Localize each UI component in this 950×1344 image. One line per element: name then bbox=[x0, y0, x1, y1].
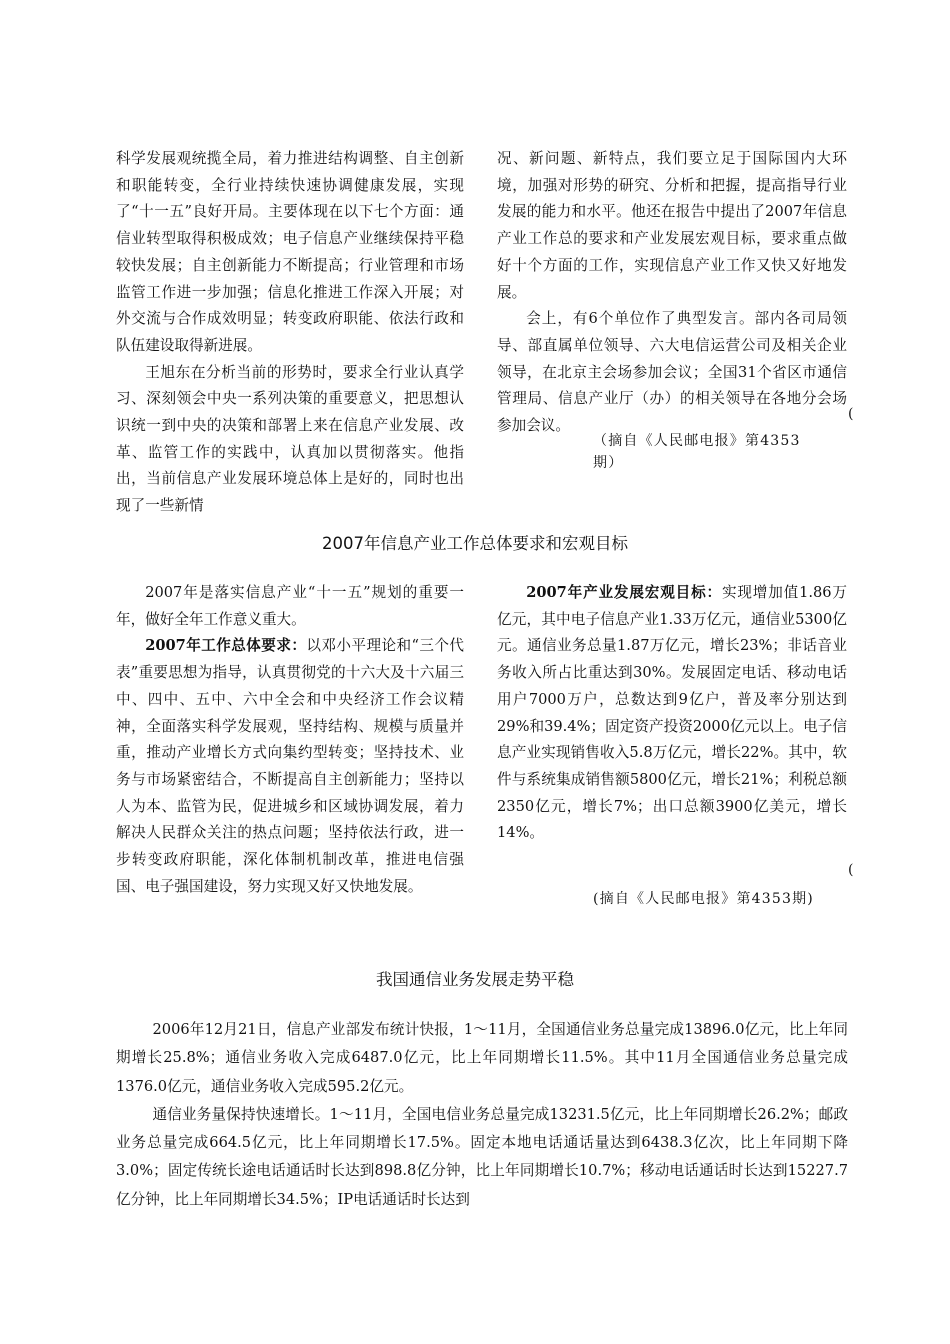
section2-right-column bbox=[497, 580, 847, 847]
paragraph bbox=[116, 633, 464, 900]
paren-mark: ( bbox=[848, 862, 854, 878]
source-line: （摘自《人民邮电报》第4353 bbox=[593, 433, 801, 449]
paragraph: 会上，有6个单位作了典型发言。部内各司局领导、部直属单位领导、六大电信运营公司及相关企业领导，在北京主会场参加会议；全国31个省区市通信管理局、信息产业厅（办）的相关领导在各地分会场参加会议。 bbox=[497, 310, 847, 435]
paragraph: 2006年12月21日，信息产业部发布统计快报，1～11月，全国通信业务总量完成13896.0亿元，比上年同期增长25.8%；通信业务收入完成6487.0亿元，比上年同期增长11.5%。其中11月全国通信业务总量完成1376.0亿元，通信业务收入完成595.2亿元。 bbox=[116, 1021, 848, 1095]
paragraph bbox=[497, 580, 847, 847]
bold-label: 2007年产业发展宏观目标： bbox=[526, 584, 722, 601]
paragraph-body: 实现增加值1.86万亿元，其中电子信息产业1.33万亿元，通信业5300亿元。通信业务总量1.87万亿元，增长23%；非话音业务收入所占比重达到30%。发展固定电话、移动电话用户7000万户，总数达到9亿户，普及率分别达到29%和39.4%；固定资产投资2000亿元以上。电子信息产业实现销售收入5.8万亿元，增长22%。其中，软件与系统集成销售额5800亿元，增长21%；利税总额2350亿元，增长7%；出口总额3900亿美元，增长14%。 bbox=[497, 584, 848, 842]
section2-left-column bbox=[116, 580, 464, 900]
paragraph-body: 以邓小平理论和“三个代表”重要思想为指导，认真贯彻党的十六大及十六届三中、四中、五中、六中全会和中央经济工作会议精神，全面落实科学发展观，坚持结构、规模与质量并重，推动产业增长方式向集约型转变；坚持技术、业务与市场紧密结合，不断提高自主创新能力；坚持以人为本、监管为民，促进城乡和区域协调发展，着力解决人民群众关注的热点问题；坚持依法行政，进一步转变政府职能，深化体制机制改革，推进电信强国、电子强国建设，努力实现又好又快地发展。 bbox=[116, 637, 465, 895]
section-title: 我国通信业务发展走势平稳 bbox=[376, 970, 574, 989]
source-citation: (摘自《人民邮电报》第4353期) bbox=[593, 891, 814, 907]
section1-left-column bbox=[116, 146, 464, 520]
paragraph: 2007年是落实信息产业“十一五”规划的重要一年，做好全年工作意义重大。 bbox=[116, 584, 464, 628]
section3-body bbox=[116, 1016, 848, 1214]
source-citation bbox=[593, 430, 801, 474]
section-title: 2007年信息产业工作总体要求和宏观目标 bbox=[322, 534, 628, 553]
section1-right-column bbox=[497, 146, 847, 440]
paragraph: 通信业务量保持快速增长。1～11月，全国电信业务总量完成13231.5亿元，比上年同期增长26.2%；邮政业务总量完成664.5亿元，比上年同期增长17.5%。固定本地电话通话量达到6438.3亿次，比上年同期下降3.0%；固定传统长途电话通话时长达到898.8亿分钟，比上年同期增长10.7%；移动电话通话时长达到15227.7亿分钟，比上年同期增长34.5%；IP电话通话时长达到 bbox=[116, 1105, 848, 1208]
paren-mark: ( bbox=[848, 406, 854, 422]
paragraph: 科学发展观统揽全局，着力推进结构调整、自主创新和职能转变，全行业持续快速协调健康发展，实现了“十一五”良好开局。主要体现在以下七个方面：通信业转型取得积极成效；电子信息产业继续保持平稳较快发展；自主创新能力不断提高；行业管理和市场监管工作进一步加强；信息化推进工作深入开展；对外交流与合作成效明显；转变政府职能、依法行政和队伍建设取得新进展。 bbox=[116, 150, 464, 354]
bold-label: 2007年工作总体要求： bbox=[145, 637, 307, 655]
paragraph: 况、新问题、新特点，我们要立足于国际国内大环境，加强对形势的研究、分析和把握，提高指导行业发展的能力和水平。他还在报告中提出了2007年信息产业工作总的要求和产业发展宏观目标，要求重点做好十个方面的工作，实现信息产业工作又快又好地发展。 bbox=[497, 150, 847, 301]
source-line: 期） bbox=[593, 455, 624, 471]
paragraph: 王旭东在分析当前的形势时，要求全行业认真学习、深刻领会中央一系列决策的重要意义，把思想认识统一到中央的决策和部署上来在信息产业发展、改革、监管工作的实践中，认真加以贯彻落实。他指出，当前信息产业发展环境总体上是好的，同时也出现了一些新情 bbox=[116, 363, 464, 515]
